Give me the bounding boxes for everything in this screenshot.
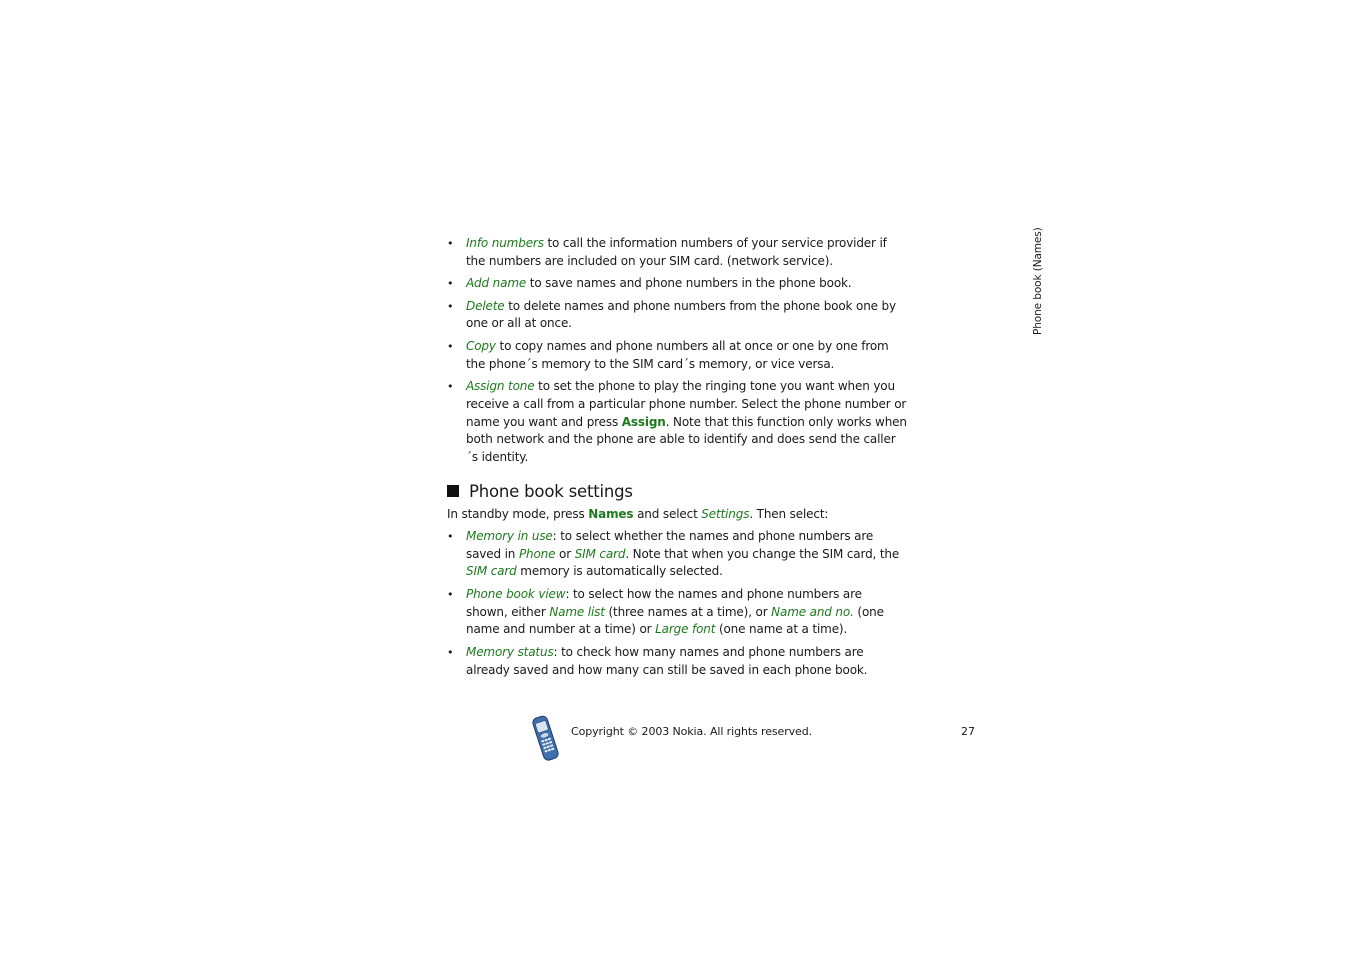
- list-item: [447, 338, 907, 373]
- body-text: (one name and number at a time) or: [466, 604, 884, 637]
- softkey-label: Assign: [621, 414, 666, 429]
- body-text: : to select whether the names and phone numbers are saved in: [466, 529, 874, 561]
- body-text: to copy names and phone numbers all at once or one by one from the phone´s memory to the SIM card´s memory, or vice versa.: [466, 338, 889, 371]
- list-item: [447, 298, 907, 333]
- menu-term: Memory status: [466, 644, 554, 659]
- softkey-label: Names: [588, 507, 634, 522]
- bullet-dot-icon: •: [447, 530, 454, 544]
- list-item: [447, 644, 907, 679]
- settings-options-list: [447, 528, 907, 679]
- bullet-dot-icon: •: [447, 587, 454, 601]
- body-text: In standby mode, press: [447, 507, 589, 522]
- bullet-dot-icon: •: [447, 237, 454, 250]
- list-item: [447, 235, 907, 270]
- menu-term: Settings: [701, 507, 750, 522]
- menu-term: Memory in use: [466, 529, 553, 544]
- list-item: [447, 586, 907, 639]
- menu-term: Info numbers: [466, 236, 544, 250]
- body-text: to delete names and phone numbers from the phone book one by one or all at once.: [466, 298, 896, 331]
- body-text: . Then select:: [749, 507, 829, 522]
- bullet-dot-icon: •: [447, 645, 454, 659]
- section-intro: [447, 506, 907, 524]
- body-text: : to check how many names and phone numbers are already saved and how many can still be saved in each phone book.: [466, 644, 868, 677]
- body-text: : to select how the names and phone numbers are shown, either: [466, 586, 862, 619]
- body-text: . Note that when you change the SIM card, the: [625, 546, 900, 561]
- body-text: . Note that this function only works when both network and the phone are able to identify and does send the caller´s identity.: [466, 414, 907, 464]
- body-text: to set the phone to play the ringing tone you want when you receive a call from a particular phone number. Select the phone number or name you want and press: [466, 379, 907, 429]
- body-text: memory is automatically selected.: [516, 564, 723, 579]
- menu-term: Phone book view: [466, 586, 566, 601]
- page-number: 27: [961, 725, 975, 738]
- menu-term: Name list: [549, 604, 605, 619]
- list-item: [447, 528, 907, 581]
- list-item: [447, 275, 907, 293]
- side-tab-label: Phone book (Names): [1032, 227, 1044, 335]
- menu-term: Delete: [466, 298, 505, 313]
- copyright-text: Copyright © 2003 Nokia. All rights reserved.: [571, 725, 812, 738]
- bullet-dot-icon: •: [447, 277, 454, 291]
- body-text: to save names and phone numbers in the phone book.: [526, 276, 852, 291]
- menu-term: Add name: [466, 276, 527, 291]
- page-footer: [530, 713, 980, 765]
- body-text: (three names at a time), or: [604, 604, 772, 619]
- section-heading: [447, 483, 907, 501]
- menu-term: Copy: [466, 338, 496, 353]
- menu-term: Name and no.: [771, 604, 854, 619]
- body-text: or: [555, 546, 575, 561]
- menu-term: Assign tone: [466, 379, 535, 394]
- square-bullet-icon: [447, 485, 459, 497]
- bullet-dot-icon: •: [447, 380, 454, 394]
- bullet-dot-icon: •: [447, 299, 454, 313]
- menu-options-list: [447, 235, 907, 467]
- body-text: and select: [633, 507, 702, 522]
- list-item: [447, 378, 907, 467]
- bullet-dot-icon: •: [447, 339, 454, 353]
- body-text: (one name at a time).: [715, 622, 848, 637]
- page-content: [447, 235, 907, 684]
- nokia-phone-icon: [530, 713, 562, 763]
- section-title: Phone book settings: [469, 481, 633, 501]
- menu-term: Large font: [655, 622, 716, 637]
- menu-term: SIM card: [466, 564, 517, 579]
- menu-term: SIM card: [574, 546, 626, 561]
- menu-term: Phone: [518, 546, 556, 561]
- body-text: to call the information numbers of your service provider if the numbers are included on your SIM card. (network service).: [466, 236, 887, 268]
